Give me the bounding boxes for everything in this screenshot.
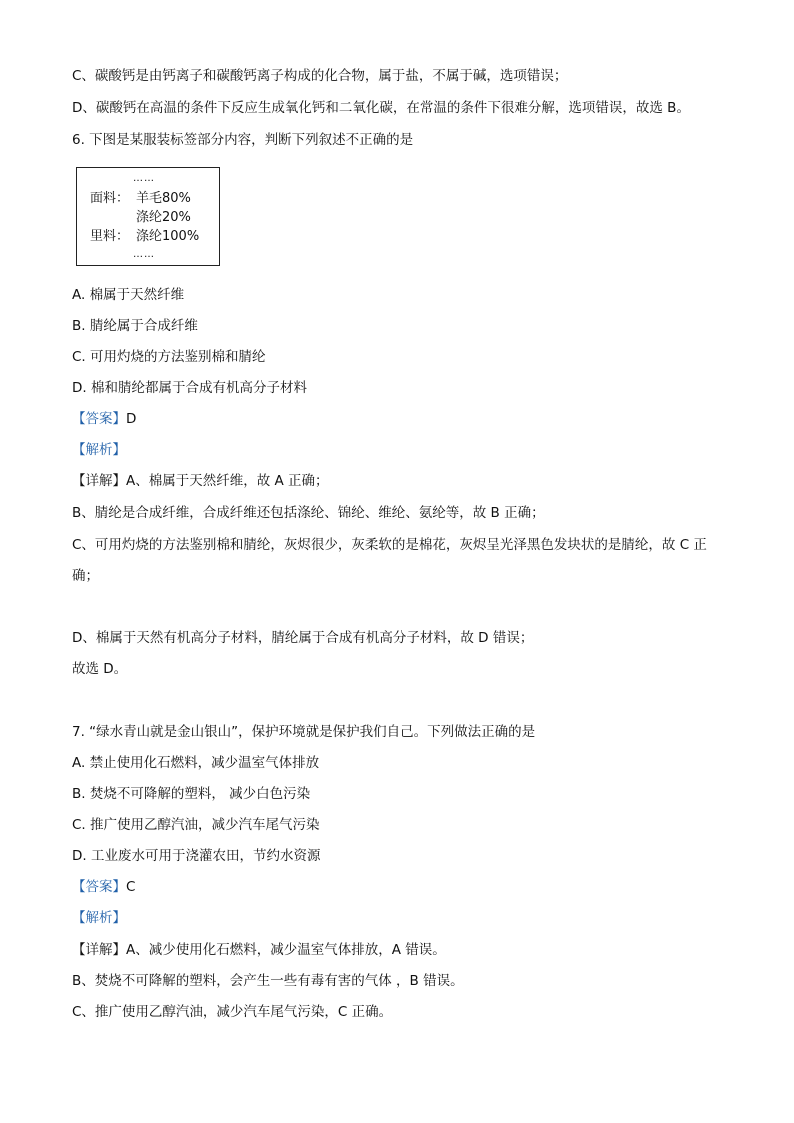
detail-6-c: C、可用灼烧的方法鉴别棉和腈纶，灰烬很少，灰柔软的是棉花，灰烬呈光泽黑色发块状的是腈纶，故 C 正 [72, 537, 707, 553]
detail-7-a [72, 940, 446, 960]
option-d: D. 棉和腈纶都属于合成有机高分子材料 [72, 380, 307, 396]
detail-tag: 【详解】 [72, 942, 126, 958]
option-a: A. 棉属于天然纤维 [72, 287, 185, 303]
selection-6: 故选 D。 [72, 661, 128, 677]
lining-label: 里料： [90, 229, 130, 244]
detail-text: A、减少使用化石燃料，减少温室气体排放，A 错误。 [126, 942, 446, 958]
option-b: B. 腈纶属于合成纤维 [72, 318, 198, 334]
option-c: C. 推广使用乙醇汽油，减少汽车尾气污染 [72, 817, 320, 833]
question-6-stem: 6. 下图是某服装标签部分内容，判断下列叙述不正确的是 [72, 132, 414, 148]
lining-polyester: 涤纶100% [136, 229, 200, 244]
fabric-polyester: 涤纶20% [136, 210, 191, 225]
detail-text: A、棉属于天然纤维，故 A 正确； [126, 473, 329, 489]
text-line: D、碳酸钙在高温的条件下反应生成氧化钙和二氧化碳，在常温的条件下很难分解，选项错误，故选 B。 [72, 100, 690, 116]
detail-6-a [72, 471, 329, 491]
option-b: B. 焚烧不可降解的塑料， 减少白色污染 [72, 786, 311, 802]
clothing-label-box [76, 167, 220, 266]
label-dots-bottom: …… [133, 249, 155, 260]
label-dots-top: …… [133, 173, 155, 184]
detail-6-b: B、腈纶是合成纤维，合成纤维还包括涤纶、锦纶、维纶、氨纶等，故 B 正确； [72, 505, 545, 521]
analysis-tag: 【解析】 [72, 910, 126, 926]
detail-6-d: D、棉属于天然有机高分子材料，腈纶属于合成有机高分子材料，故 D 错误； [72, 630, 534, 646]
fabric-wool: 羊毛80% [136, 191, 191, 206]
detail-tag: 【详解】 [72, 473, 126, 489]
answer-6 [72, 409, 136, 429]
answer-tag: 【答案】 [72, 411, 126, 427]
answer-7 [72, 877, 135, 897]
question-7-stem: 7. “绿水青山就是金山银山”，保护环境就是保护我们自己。下列做法正确的是 [72, 724, 536, 740]
analysis-7 [72, 908, 126, 928]
analysis-6 [72, 440, 126, 460]
answer-value: C [126, 879, 136, 895]
answer-tag: 【答案】 [72, 879, 126, 895]
option-d: D. 工业废水可用于浇灌农田，节约水资源 [72, 848, 321, 864]
detail-6-c-cont: 确； [72, 568, 99, 584]
detail-7-b: B、焚烧不可降解的塑料，会产生一些有毒有害的气体 ，B 错误。 [72, 973, 464, 989]
text-line: C、碳酸钙是由钙离子和碳酸钙离子构成的化合物，属于盐，不属于碱，选项错误； [72, 68, 568, 84]
option-a: A. 禁止使用化石燃料，减少温室气体排放 [72, 755, 320, 771]
fabric-label: 面料： [90, 191, 130, 206]
answer-value: D [126, 411, 137, 427]
analysis-tag: 【解析】 [72, 442, 126, 458]
option-c: C. 可用灼烧的方法鉴别棉和腈纶 [72, 349, 266, 365]
detail-7-c: C、推广使用乙醇汽油，减少汽车尾气污染，C 正确。 [72, 1004, 393, 1020]
